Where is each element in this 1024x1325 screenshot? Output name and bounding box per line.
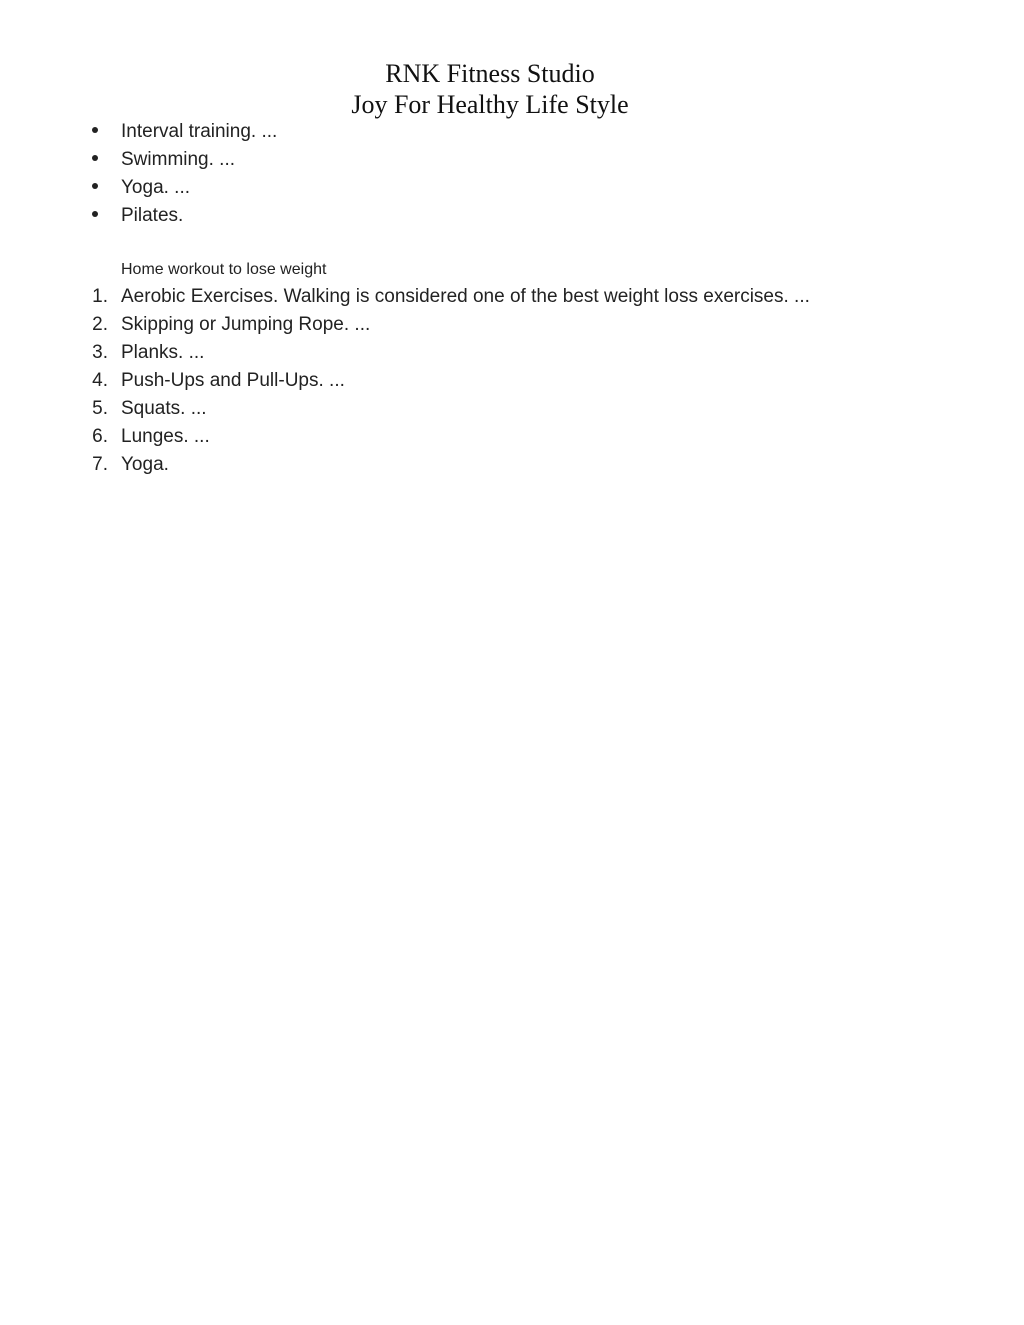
document-header <box>0 58 980 120</box>
list-item-text: Squats. ... <box>121 398 207 419</box>
studio-tagline: Joy For Healthy Life Style <box>351 90 629 119</box>
list-number: 7. <box>92 454 108 475</box>
list-number: 2. <box>92 314 108 335</box>
list-number: 3. <box>92 342 108 363</box>
bullet-icon <box>89 174 101 202</box>
list-item-text: Lunges. ... <box>121 426 210 447</box>
list-item-text: Planks. ... <box>121 342 205 363</box>
section-heading: Home workout to lose weight <box>121 261 327 278</box>
list-item-text: Yoga. <box>121 454 169 475</box>
list-item-text: Swimming. ... <box>121 149 236 170</box>
list-number: 5. <box>92 398 108 419</box>
list-item-text: Skipping or Jumping Rope. ... <box>121 314 371 335</box>
list-item-text: Pilates. <box>121 205 184 226</box>
list-number: 6. <box>92 426 108 447</box>
list-item-text: Aerobic Exercises. Walking is considered one of the best weight loss exercises. ... <box>121 286 810 307</box>
list-item-text: Push-Ups and Pull-Ups. ... <box>121 370 345 391</box>
list-item-text: Yoga. ... <box>121 177 191 198</box>
list-number: 4. <box>92 370 108 391</box>
bullet-icon <box>89 118 101 146</box>
bullet-icon <box>89 146 101 174</box>
studio-title: RNK Fitness Studio <box>385 59 595 88</box>
list-item-text: Interval training. ... <box>121 121 278 142</box>
bullet-icon <box>89 202 101 230</box>
list-number: 1. <box>92 286 108 307</box>
